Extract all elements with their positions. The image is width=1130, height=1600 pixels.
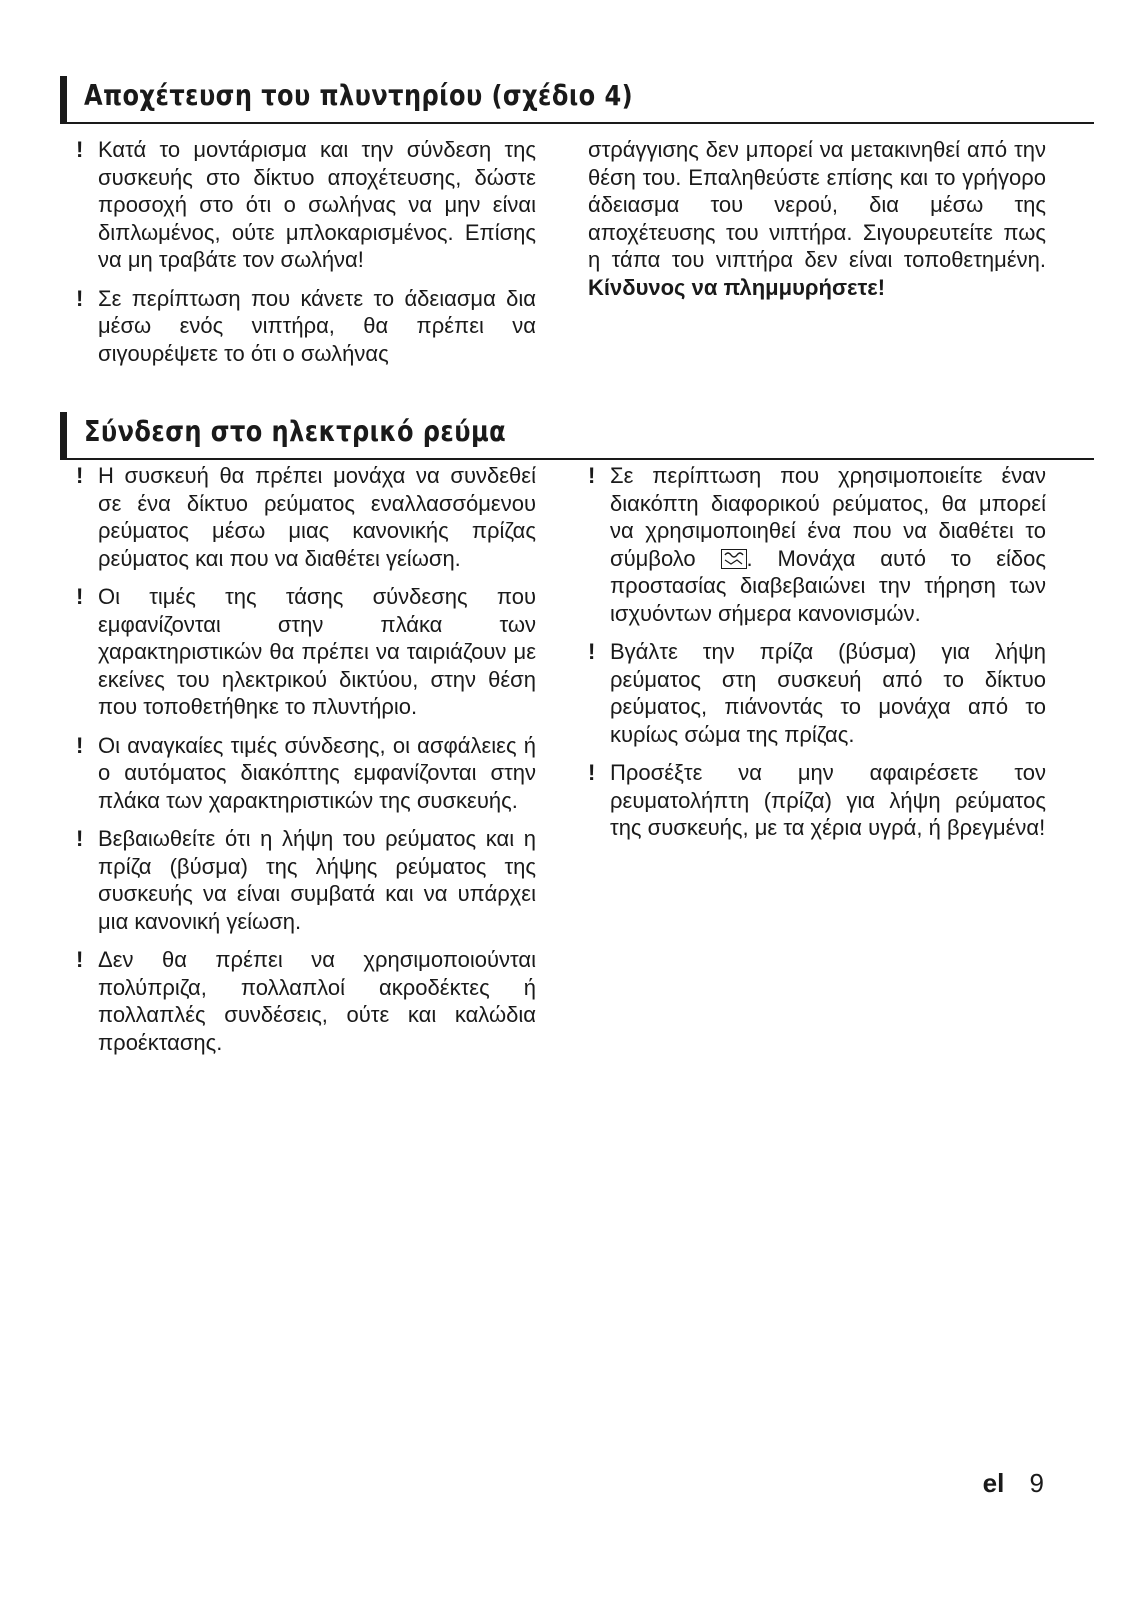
rcd-symbol-icon	[721, 549, 747, 569]
heading-bar	[60, 76, 67, 122]
electrical-right-column	[588, 462, 1046, 853]
list-item	[76, 825, 536, 935]
list-item	[588, 462, 1046, 627]
list-item	[76, 462, 536, 572]
item-text: Δεν θα πρέπει να χρησιμοποιούνται πολύπριζα, πολλαπλοί ακροδέκτες ή πολλαπλές συνδέσεις, ούτε και καλώδια προέκτασης.	[98, 947, 536, 1055]
exclamation-icon: !	[588, 463, 596, 488]
exclamation-icon: !	[76, 463, 84, 488]
language-code: el	[982, 1468, 1005, 1498]
exclamation-icon: !	[76, 137, 84, 162]
list-item	[76, 732, 536, 815]
item-text: Σε περίπτωση που χρησιμοποιείτε έναν διακόπτη διαφορικού ρεύματος, θα μπορεί να χρησιμοποιηθεί ένα που να διαθέτει το σύμβολο	[610, 463, 1046, 571]
list-item	[76, 136, 536, 274]
item-text: . Μονάχα αυτό το είδος προστασίας διαβεβαιώνει την τήρηση των ισχυόντων σήμερα κανονισμών.	[610, 545, 1046, 626]
exclamation-icon: !	[588, 760, 596, 785]
page-number: 9	[1029, 1468, 1044, 1498]
item-text: Βγάλτε την πρίζα (βύσμα) για λήψη ρεύματος στη συσκευή από το δίκτυο ρεύματος, πιάνοντάς το μονάχα από το κυρίως σώμα της πρίζας.	[610, 639, 1046, 747]
item-text: Βεβαιωθείτε ότι η λήψη του ρεύματος και η πρίζα (βύσμα) της λήψης ρεύματος της συσκευής να είναι συμβατά και να υπάρχει μια κανονική γείωση.	[98, 826, 536, 934]
drainage-left-column	[76, 136, 536, 378]
exclamation-icon: !	[76, 732, 84, 758]
exclamation-icon: !	[588, 639, 596, 664]
heading-title: Αποχέτευση του πλυντηρίου (σχέδιο 4)	[84, 79, 634, 112]
list-item	[588, 638, 1046, 748]
exclamation-icon: !	[76, 584, 84, 609]
drainage-right-column	[588, 136, 1046, 312]
item-text: Οι τιμές της τάσης σύνδεσης που εμφανίζονται στην πλάκα των χαρακτηριστικών θα πρέπει να ταιριάζουν με εκείνες του ηλεκτρικού δικτύου, στην θέση που τοποθετήθηκε το πλυντήριο.	[98, 584, 536, 719]
heading-title: Σύνδεση στο ηλεκτρικό ρεύμα	[84, 415, 507, 448]
item-text: στράγγισης δεν μπορεί να μετακινηθεί από την θέση του. Επαληθεύστε επίσης και το γρήγορο άδειασμα του νερού, δια μέσω της αποχέτευσης του νιπτήρα. Σιγουρευτείτε πως η τάπα του νιπτήρα δεν είναι τοποθετημένη.	[588, 137, 1046, 272]
list-item	[76, 285, 536, 368]
item-text: Σε περίπτωση που κάνετε το άδειασμα δια μέσω ενός νιπτήρα, θα πρέπει να σιγουρέψετε το ότι ο σωλήνας	[98, 285, 536, 366]
list-item	[76, 946, 536, 1056]
item-text: Η συσκευή θα πρέπει μονάχα να συνδεθεί σε ένα δίκτυο ρεύματος εναλλασσόμενου ρεύματος μέσω μιας κανονικής πρίζας ρεύματος και που να διαθέτει γείωση.	[98, 463, 536, 571]
exclamation-icon: !	[76, 826, 84, 851]
section-heading-electrical	[60, 410, 1094, 460]
item-text: Κατά το μοντάρισμα και την σύνδεση της συσκευής στο δίκτυο αποχέτευσης, δώστε προσοχή στο ότι ο σωλήνας να μην είναι διπλωμένος, ούτε μπλοκαρισμένος. Επίσης να μη τραβάτε τον σωλήνα!	[98, 137, 536, 272]
flood-warning: Κίνδυνος να πλημμυρήσετε!	[588, 274, 886, 300]
electrical-left-column	[76, 462, 536, 1067]
item-text: Οι αναγκαίες τιμές σύνδεσης, οι ασφάλειες ή ο αυτόματος διακόπτης εμφανίζονται στην πλάκα των χαρακτηριστικών της συσκευής.	[98, 732, 536, 813]
exclamation-icon: !	[76, 285, 84, 311]
continued-text	[588, 136, 1046, 301]
heading-bar	[60, 412, 67, 458]
section-heading-drainage	[60, 74, 1094, 124]
list-item	[76, 583, 536, 721]
page-footer	[983, 1468, 1044, 1498]
exclamation-icon: !	[76, 947, 84, 972]
item-text: Προσέξτε να μην αφαιρέσετε τον ρευματολήπτη (πρίζα) για λήψη ρεύματος της συσκευής, με τα χέρια υγρά, ή βρεγμένα!	[610, 760, 1046, 840]
list-item	[588, 759, 1046, 842]
